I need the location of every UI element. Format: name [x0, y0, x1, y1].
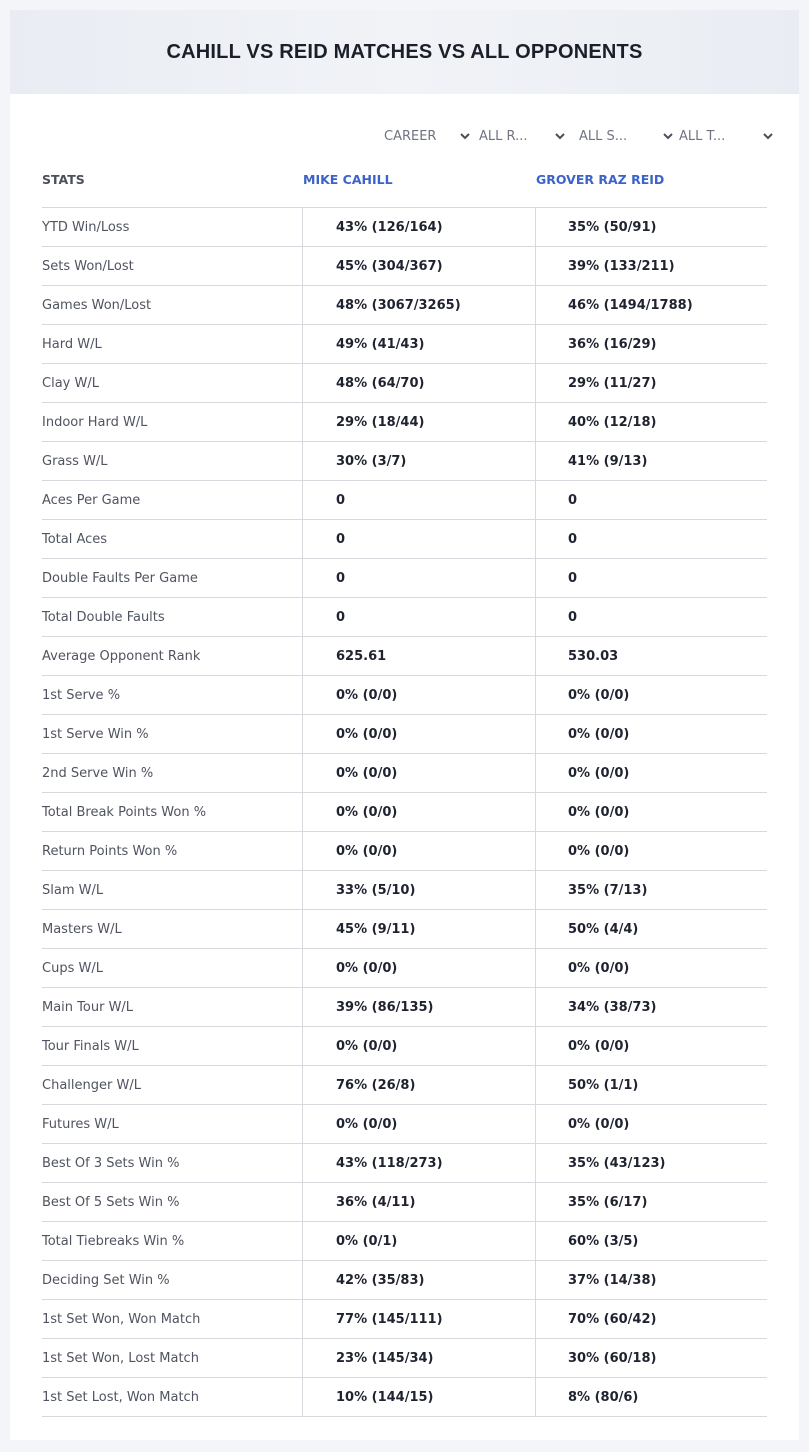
stat-label: 1st Set Won, Won Match — [42, 1311, 201, 1327]
page-title: CAHILL VS REID MATCHES VS ALL OPPONENTS — [166, 40, 643, 63]
player1-value: 0% (0/0) — [302, 793, 535, 831]
table-row — [42, 481, 767, 520]
table-row — [42, 871, 767, 910]
player2-value: 70% (60/42) — [535, 1300, 767, 1338]
stat-label: 1st Serve Win % — [42, 726, 149, 742]
player1-value: 0% (0/0) — [302, 754, 535, 792]
filter-rounds-select[interactable] — [479, 126, 567, 146]
player1-value: 30% (3/7) — [302, 442, 535, 480]
stat-label: 1st Set Won, Lost Match — [42, 1350, 199, 1366]
player1-value: 23% (145/34) — [302, 1339, 535, 1377]
chevron-down-icon — [553, 129, 567, 143]
table-row — [42, 1339, 767, 1378]
player2-value: 0 — [535, 481, 767, 519]
chevron-down-icon — [458, 129, 472, 143]
column-header-player1[interactable]: MIKE CAHILL — [303, 172, 393, 187]
player1-value: 43% (118/273) — [302, 1144, 535, 1182]
player2-value: 530.03 — [535, 637, 767, 675]
stat-label: Total Break Points Won % — [42, 804, 207, 820]
stat-label: Total Tiebreaks Win % — [42, 1233, 185, 1249]
player2-value: 0 — [535, 559, 767, 597]
player1-value: 0 — [302, 520, 535, 558]
player2-value: 0% (0/0) — [535, 949, 767, 987]
stat-label: Sets Won/Lost — [42, 258, 134, 274]
table-row — [42, 1300, 767, 1339]
stat-label: Challenger W/L — [42, 1077, 141, 1093]
player1-value: 625.61 — [302, 637, 535, 675]
player1-value: 0 — [302, 559, 535, 597]
player2-value: 0% (0/0) — [535, 1027, 767, 1065]
player2-value: 0% (0/0) — [535, 793, 767, 831]
player2-value: 37% (14/38) — [535, 1261, 767, 1299]
player2-value: 35% (7/13) — [535, 871, 767, 909]
table-row — [42, 1261, 767, 1300]
player1-value: 0% (0/0) — [302, 1105, 535, 1143]
stats-card — [10, 10, 799, 1440]
player1-value: 0% (0/0) — [302, 1027, 535, 1065]
table-row — [42, 1144, 767, 1183]
filter-bar — [380, 126, 770, 146]
table-row — [42, 442, 767, 481]
player1-value: 0 — [302, 481, 535, 519]
player1-value: 45% (304/367) — [302, 247, 535, 285]
player2-value: 36% (16/29) — [535, 325, 767, 363]
stat-label: Indoor Hard W/L — [42, 414, 148, 430]
table-row — [42, 520, 767, 559]
table-row — [42, 1027, 767, 1066]
table-row — [42, 325, 767, 364]
player1-value: 76% (26/8) — [302, 1066, 535, 1104]
player2-value: 46% (1494/1788) — [535, 286, 767, 324]
player1-value: 49% (41/43) — [302, 325, 535, 363]
player1-value: 0% (0/0) — [302, 715, 535, 753]
player1-value: 42% (35/83) — [302, 1261, 535, 1299]
player2-value: 35% (50/91) — [535, 208, 767, 246]
player1-value: 77% (145/111) — [302, 1300, 535, 1338]
player2-value: 0 — [535, 520, 767, 558]
player1-value: 0% (0/0) — [302, 676, 535, 714]
player1-value: 29% (18/44) — [302, 403, 535, 441]
player1-value: 43% (126/164) — [302, 208, 535, 246]
table-row — [42, 988, 767, 1027]
stats-table — [42, 160, 767, 1417]
table-row — [42, 1066, 767, 1105]
stat-label: Hard W/L — [42, 336, 102, 352]
stat-label: Masters W/L — [42, 921, 122, 937]
chevron-down-icon — [761, 129, 775, 143]
stat-label: Double Faults Per Game — [42, 570, 198, 586]
player2-value: 34% (38/73) — [535, 988, 767, 1026]
stat-label: Grass W/L — [42, 453, 108, 469]
player2-value: 29% (11/27) — [535, 364, 767, 402]
table-row — [42, 637, 767, 676]
card-header — [10, 10, 799, 94]
table-row — [42, 286, 767, 325]
table-body — [42, 208, 767, 1417]
filter-surfaces-select[interactable] — [579, 126, 675, 146]
stat-label: Best Of 5 Sets Win % — [42, 1194, 180, 1210]
stat-label: 1st Set Lost, Won Match — [42, 1389, 199, 1405]
stat-label: Games Won/Lost — [42, 297, 152, 313]
player1-value: 48% (64/70) — [302, 364, 535, 402]
filter-label: CAREER — [384, 128, 437, 144]
table-row — [42, 403, 767, 442]
column-header-stats: STATS — [42, 172, 85, 187]
table-row — [42, 910, 767, 949]
player2-value: 41% (9/13) — [535, 442, 767, 480]
stat-label: Tour Finals W/L — [42, 1038, 139, 1054]
player1-value: 39% (86/135) — [302, 988, 535, 1026]
stat-label: Clay W/L — [42, 375, 99, 391]
table-row — [42, 559, 767, 598]
stat-label: 2nd Serve Win % — [42, 765, 154, 781]
player1-value: 48% (3067/3265) — [302, 286, 535, 324]
filter-label: ALL R... — [479, 128, 528, 144]
chevron-down-icon — [661, 129, 675, 143]
table-row — [42, 364, 767, 403]
player2-value: 8% (80/6) — [535, 1378, 767, 1416]
player2-value: 40% (12/18) — [535, 403, 767, 441]
player1-value: 33% (5/10) — [302, 871, 535, 909]
player1-value: 0 — [302, 598, 535, 636]
stat-label: Main Tour W/L — [42, 999, 134, 1015]
stat-label: Total Double Faults — [42, 609, 165, 625]
player2-value: 0% (0/0) — [535, 754, 767, 792]
player2-value: 0% (0/0) — [535, 715, 767, 753]
player1-value: 0% (0/0) — [302, 832, 535, 870]
stat-label: Deciding Set Win % — [42, 1272, 170, 1288]
player1-value: 45% (9/11) — [302, 910, 535, 948]
player1-value: 10% (144/15) — [302, 1378, 535, 1416]
player2-value: 0 — [535, 598, 767, 636]
stat-label: 1st Serve % — [42, 687, 121, 703]
table-row — [42, 208, 767, 247]
player1-value: 0% (0/1) — [302, 1222, 535, 1260]
table-row — [42, 598, 767, 637]
table-row — [42, 1222, 767, 1261]
stat-label: YTD Win/Loss — [42, 219, 130, 235]
table-row — [42, 676, 767, 715]
player2-value: 0% (0/0) — [535, 676, 767, 714]
table-row — [42, 754, 767, 793]
filter-tournaments-select[interactable] — [679, 126, 775, 146]
column-header-player2[interactable]: GROVER RAZ REID — [536, 172, 665, 187]
filter-label: ALL T... — [679, 128, 726, 144]
stat-label: Return Points Won % — [42, 843, 178, 859]
stat-label: Best Of 3 Sets Win % — [42, 1155, 180, 1171]
filter-label: ALL S... — [579, 128, 628, 144]
player2-value: 39% (133/211) — [535, 247, 767, 285]
table-row — [42, 715, 767, 754]
player2-value: 35% (43/123) — [535, 1144, 767, 1182]
player2-value: 35% (6/17) — [535, 1183, 767, 1221]
table-row — [42, 1105, 767, 1144]
player1-value: 0% (0/0) — [302, 949, 535, 987]
player2-value: 50% (4/4) — [535, 910, 767, 948]
stat-label: Slam W/L — [42, 882, 104, 898]
table-row — [42, 247, 767, 286]
player2-value: 50% (1/1) — [535, 1066, 767, 1104]
stat-label: Aces Per Game — [42, 492, 141, 508]
table-row — [42, 793, 767, 832]
stat-label: Futures W/L — [42, 1116, 119, 1132]
table-row — [42, 1378, 767, 1417]
stat-label: Cups W/L — [42, 960, 103, 976]
table-header — [42, 160, 767, 208]
stat-label: Average Opponent Rank — [42, 648, 201, 664]
table-row — [42, 949, 767, 988]
player2-value: 0% (0/0) — [535, 832, 767, 870]
stat-label: Total Aces — [42, 531, 108, 547]
player1-value: 36% (4/11) — [302, 1183, 535, 1221]
player2-value: 30% (60/18) — [535, 1339, 767, 1377]
table-row — [42, 1183, 767, 1222]
filter-career-select[interactable] — [384, 126, 472, 146]
player2-value: 0% (0/0) — [535, 1105, 767, 1143]
table-row — [42, 832, 767, 871]
player2-value: 60% (3/5) — [535, 1222, 767, 1260]
